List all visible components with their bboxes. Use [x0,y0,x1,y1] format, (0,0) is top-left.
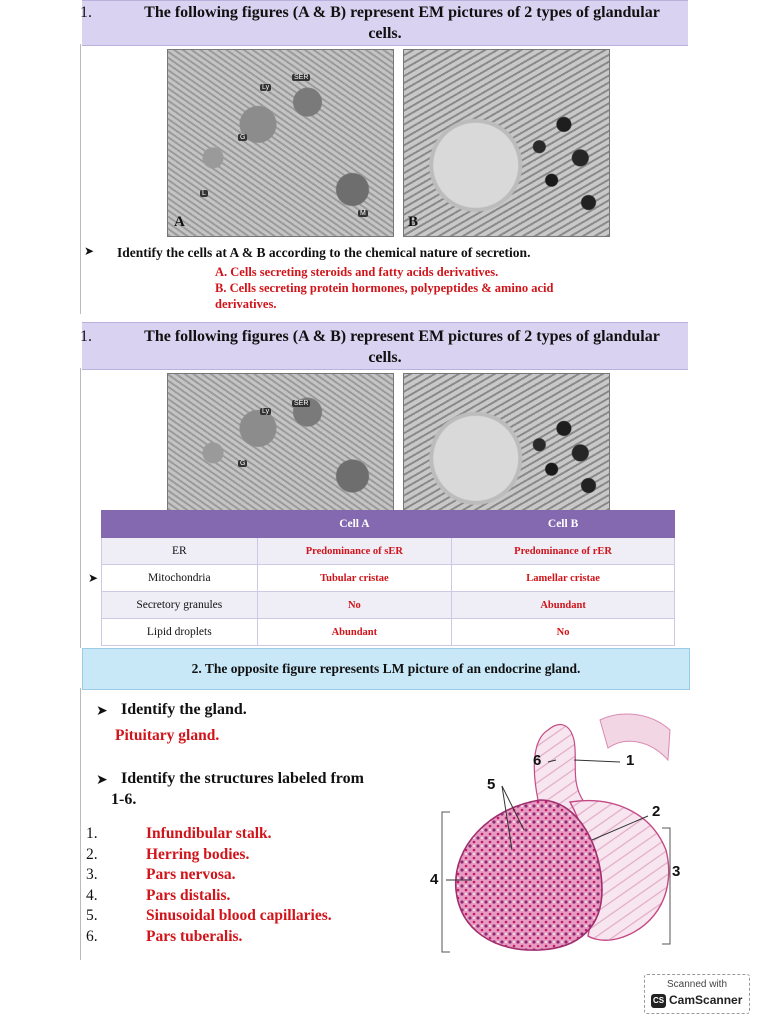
em-tag-m: M [360,210,366,217]
cell-a-value: Predominance of sER [257,538,452,565]
question-identify-gland: Identify the gland. [121,701,247,718]
table-header-row [102,511,675,538]
table-row [102,592,675,619]
list-item [86,846,416,866]
leader-line-1 [574,760,620,762]
cell-b-value: No [452,619,675,646]
question-identify-cells: Identify the cells at A & B according to the chemical nature of secretion. [117,245,531,260]
list-item [86,887,416,907]
question-number: 1. [80,4,92,21]
question-identify-structures: Identify the structures labeled from [121,770,364,787]
list-answer: Herring bodies. [146,845,250,863]
figure-label-2: 2 [652,803,661,820]
comparison-table [101,510,675,646]
cell-a-value: No [257,592,452,619]
table-row [102,565,675,592]
em-tag-g: G [240,134,246,141]
answer-gland: Pituitary gland. [115,727,220,744]
table-row [102,619,675,646]
row-feature: Secretory granules [102,592,258,619]
em-image-b-cropped [403,373,610,511]
list-item [86,825,416,845]
cell-b-value: Lamellar cristae [452,565,675,592]
em-tag-g: G [240,460,246,467]
em-image-a-cropped [167,373,394,511]
bullet-arrow-icon: ➤ [96,773,108,788]
list-number: 1. [86,825,98,842]
list-answer: Pars distalis. [146,886,231,904]
answer-b-line1: B. Cells secreting protein hormones, polypeptides & amino acid [215,281,554,295]
list-number: 3. [86,866,98,883]
em-tag-ser: SER [294,400,309,407]
list-answer: Infundibular stalk. [146,825,272,842]
table-header-cell: Cell A [257,511,452,538]
bullet-arrow-icon: ➤ [96,704,108,719]
bullet-arrow-icon: ➤ [88,571,99,585]
bracket-left [442,812,450,952]
question-title-line1: The following figures (A & B) represent EM pictures of 2 types of glandular [144,4,660,21]
list-item [86,928,416,948]
margin-rule [80,44,81,314]
question-1-repeat-header [82,322,688,370]
question-range: 1-6. [111,791,137,808]
em-image-b [403,49,610,237]
figure-label-6: 6 [533,752,542,769]
list-number: 4. [86,886,98,904]
list-answer: Pars nervosa. [146,866,236,883]
scanned-with-text: Scanned with [666,979,728,990]
em-tag-ly: Ly [262,408,270,415]
question-title-line2: cells. [368,25,402,42]
question-number: 1. [80,328,92,345]
camscanner-watermark [644,974,750,1014]
list-answer: Sinusoidal blood capillaries. [146,907,332,924]
question-title-line1: The following figures (A & B) represent EM pictures of 2 types of glandular [144,328,660,345]
question-2-header [82,648,690,690]
question-2-title: 2. The opposite figure represents LM picture of an endocrine gland. [191,661,581,676]
bullet-arrow-icon: ➤ [84,244,95,258]
answer-b-line2: derivatives. [215,297,277,311]
em-tag-ly: Ly [262,84,270,91]
image-label-a: A [174,214,185,230]
list-answer: Pars tuberalis. [146,927,243,945]
question-title-line2: cells. [368,349,402,366]
figure-label-5: 5 [487,776,496,793]
em-tag-ser: SER [294,74,309,81]
em-image-a [167,49,394,237]
tissue-fragment [600,714,670,760]
list-number: 2. [86,845,98,863]
table-header-cell: Cell B [452,511,675,538]
row-feature: Lipid droplets [102,619,258,646]
camscanner-logo-icon: CS [651,994,666,1008]
margin-rule [80,688,81,960]
cell-b-value: Predominance of rER [452,538,675,565]
list-number: 5. [86,907,98,924]
cell-b-value: Abundant [452,592,675,619]
pituitary-gland-figure [420,700,690,962]
table-row [102,538,675,565]
list-number: 6. [86,927,98,945]
em-tag-l: L [202,190,206,197]
cell-a-value: Tubular cristae [257,565,452,592]
list-item [86,866,416,886]
image-label-b: B [408,214,419,230]
row-feature: ER [102,538,258,565]
pars-distalis-shape [456,800,602,950]
cell-a-value: Abundant [257,619,452,646]
table-header-cell [102,511,258,538]
question-1-header [82,0,688,46]
camscanner-brand: CamScanner [669,993,743,1007]
figure-label-3: 3 [672,863,681,880]
answer-a: A. Cells secreting steroids and fatty acids derivatives. [215,265,499,279]
row-feature: Mitochondria [102,565,258,592]
figure-label-4: 4 [430,871,439,888]
figure-label-1: 1 [626,752,635,769]
list-item [86,907,416,927]
margin-rule [80,368,81,648]
